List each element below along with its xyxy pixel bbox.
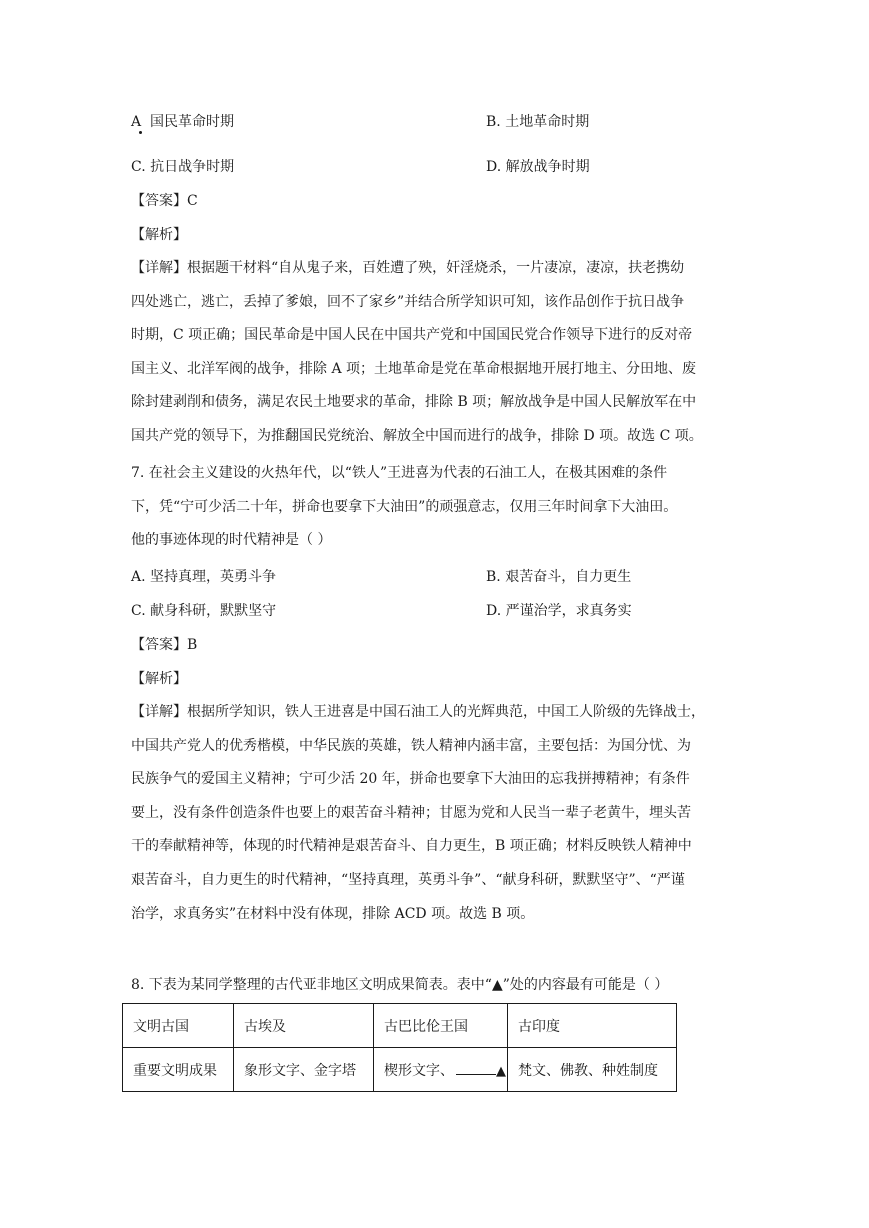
civilization-table [122, 1003, 677, 1092]
q7-option-c: C. 献身科研，默默坚守 [131, 603, 277, 619]
q6-option-c: C. 抗日战争时期 [131, 159, 235, 175]
q6-detail-line: 国共产党的领导下，为推翻国民党统治、解放全中国而进行的战争，排除 D 项。故选 C 项。 [131, 427, 703, 444]
q7-stem-line: 他的事迹体现的时代精神是（ ） [131, 532, 332, 549]
q6-answer: 【答案】C [131, 193, 198, 209]
q7-detail-line: 要上，没有条件创造条件也要上的艰苦奋斗精神；甘愿为党和人民当一辈子老黄牛，埋头苦 [131, 804, 691, 821]
q6-option-d: D. 解放战争时期 [486, 159, 590, 175]
triangle-marker: ▲ [496, 1063, 506, 1079]
q7-stem-line: 7. 在社会主义建设的火热年代，以“铁人”王进喜为代表的石油工人，在极其困难的条件 [131, 465, 668, 481]
table-row [123, 1048, 677, 1092]
q7-option-d: D. 严谨治学，求真务实 [486, 603, 632, 619]
q7-detail-line: 中国共产党人的优秀楷模，中华民族的英雄，铁人精神内涵丰富，主要包括：为国分忧、为 [131, 737, 691, 754]
q6-detail-line: 国主义、北洋军阀的战争，排除 A 项；土地革命是党在革命根据地开展打地主、分田地、废 [131, 360, 697, 377]
q7-stem [131, 457, 743, 558]
q6-detail-line: 除封建剥削和债务，满足农民土地要求的革命，排除 B 项；解放战争是中国人民解放军在中 [131, 394, 697, 411]
stray-dot-mark [139, 131, 142, 134]
q7-analysis-label: 【解析】 [131, 671, 187, 687]
table-cell: 古埃及 [234, 1004, 374, 1048]
table-cell: 重要文明成果 [123, 1048, 234, 1092]
q6-detail-line: 【详解】根据题干材料“自从鬼子来，百姓遭了殃，奸淫烧杀，一片凄凉，凄凉，扶老携幼 [131, 260, 685, 276]
q7-stem-line: 下，凭“宁可少活二十年，拼命也要拿下大油田”的顽强意志，仅用三年时间拿下大油田。 [131, 498, 678, 515]
q6-option-a: A 国民革命时期 [131, 114, 235, 130]
q6-detail [131, 252, 743, 454]
q6-analysis-label: 【解析】 [131, 227, 187, 243]
q6-detail-line: 时期，C 项正确；国民革命是中国人民在中国共产党和中国国民党合作领导下进行的反对帝 [131, 327, 693, 344]
q7-detail-line: 【详解】根据所学知识，铁人王进喜是中国石油工人的光辉典范，中国工人阶级的先锋战士， [131, 704, 705, 720]
table-row [123, 1004, 677, 1048]
fill-blank-line [456, 1060, 496, 1075]
q8-stem: 8. 下表为某同学整理的古代亚非地区文明成果简表。表中“▲”处的内容最有可能是（ ） [131, 977, 669, 993]
q7-detail-line: 干的奉献精神等，体现的时代精神是艰苦奋斗、自力更生，B 项正确；材料反映铁人精神中 [131, 838, 692, 855]
table-cell: 象形文字、金字塔 [234, 1048, 374, 1092]
q7-answer: 【答案】B [131, 637, 198, 653]
q7-option-a: A. 坚持真理，英勇斗争 [131, 569, 277, 585]
q6-detail-line: 四处逃亡，逃亡，丢掉了爹娘，回不了家乡”并结合所学知识可知，该作品创作于抗日战争 [131, 293, 685, 310]
table-cell: 文明古国 [123, 1004, 234, 1048]
table-cell: 梵文、佛教、种姓制度 [508, 1048, 677, 1092]
table-cell-text: 楔形文字、 [384, 1062, 454, 1079]
q7-detail [131, 696, 743, 931]
table-cell-blank [374, 1048, 508, 1092]
q7-detail-line: 民族争气的爱国主义精神；宁可少活 20 年，拼命也要拿下大油田的忘我拼搏精神；有条件 [131, 771, 690, 788]
q7-detail-line: 治学，求真务实”在材料中没有体现，排除 ACD 项。故选 B 项。 [131, 905, 535, 922]
table-cell: 古印度 [508, 1004, 677, 1048]
table-cell: 古巴比伦王国 [374, 1004, 508, 1048]
q7-option-b: B. 艰苦奋斗，自力更生 [486, 569, 632, 585]
q7-detail-line: 艰苦奋斗，自力更生的时代精神，“坚持真理，英勇斗争”、“献身科研，默默坚守”、“严谨 [131, 871, 685, 888]
q6-option-b: B. 土地革命时期 [486, 114, 590, 130]
